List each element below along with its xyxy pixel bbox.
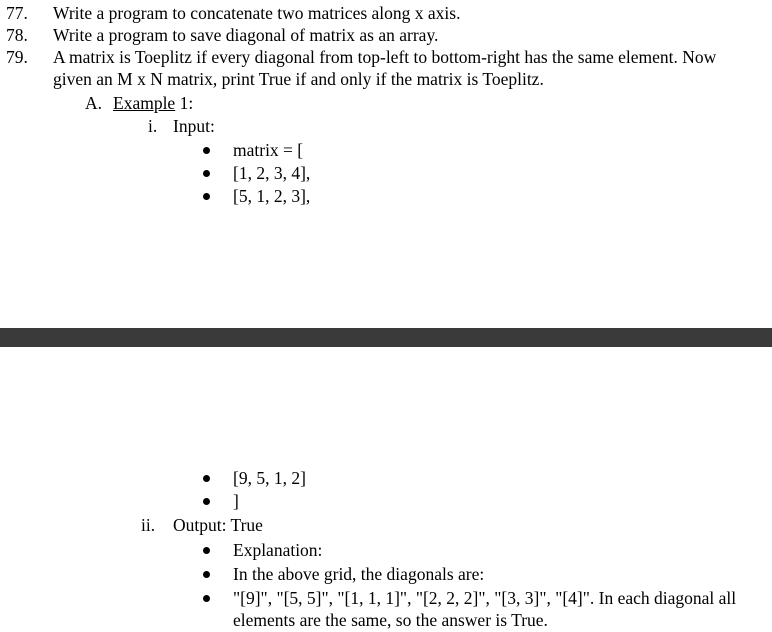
- output-bullet: "[9]", "[5, 5]", "[1, 1, 1]", "[2, 2, 2]", "[3, 3]", "[4]". In each diagonal all: [233, 588, 737, 608]
- page-break-divider: [0, 328, 772, 347]
- bullet-icon: [203, 475, 210, 482]
- item-number: 77.: [6, 3, 28, 23]
- output-label: Output: True: [173, 515, 263, 535]
- input-marker: i.: [148, 116, 158, 136]
- item-text: A matrix is Toeplitz if every diagonal from top-left to bottom-right has the same element. Now: [53, 47, 717, 67]
- bullet-icon: [203, 547, 210, 554]
- item-text-continued: given an M x N matrix, print True if and only if the matrix is Toeplitz.: [53, 69, 544, 89]
- item-number: 79.: [6, 47, 28, 67]
- input-bullet: [1, 2, 3, 4],: [233, 163, 311, 183]
- input-bullet: matrix = [: [233, 140, 304, 160]
- example-marker: A.: [85, 93, 103, 113]
- input-bullet: [5, 1, 2, 3],: [233, 186, 311, 206]
- item-text: Write a program to save diagonal of matrix as an array.: [53, 25, 439, 45]
- example-label: Example: [113, 93, 176, 113]
- bullet-icon: [203, 571, 210, 578]
- output-bullet-continued: elements are the same, so the answer is True.: [233, 610, 548, 630]
- bullet-icon: [203, 193, 210, 200]
- bullet-icon: [203, 498, 210, 505]
- input-bullet: ]: [233, 491, 239, 511]
- output-bullet: Explanation:: [233, 540, 323, 560]
- example-label-rest: 1:: [175, 93, 194, 113]
- bullet-icon: [203, 147, 210, 154]
- item-text: Write a program to concatenate two matrices along x axis.: [53, 3, 461, 23]
- input-label: Input:: [173, 116, 215, 136]
- bullet-icon: [203, 170, 210, 177]
- input-bullet: [9, 5, 1, 2]: [233, 468, 306, 488]
- output-marker: ii.: [141, 515, 156, 535]
- output-heading: [141, 514, 263, 536]
- output-bullet: In the above grid, the diagonals are:: [233, 564, 485, 584]
- bullet-icon: [203, 595, 210, 602]
- input-heading: [148, 115, 215, 137]
- item-number: 78.: [6, 25, 28, 45]
- example-heading: [85, 92, 194, 114]
